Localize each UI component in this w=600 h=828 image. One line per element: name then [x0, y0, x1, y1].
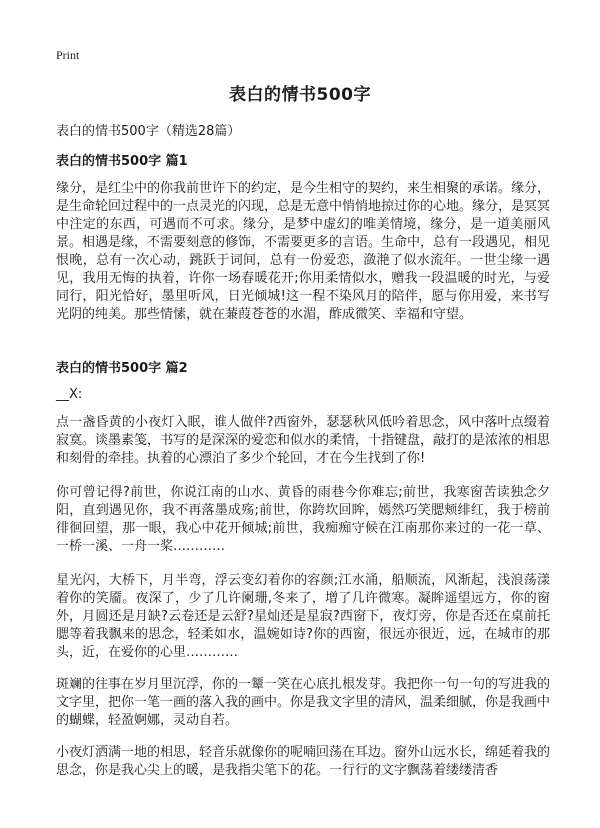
section-2-paragraph-5: 小夜灯洒满一地的相思，轻音乐就像你的呢喃回荡在耳边。窗外山远水长，绵延着我的思念，你是我心尖上的暖，是我指尖笔下的花。一行行的文字飘荡着缕缕清香: [56, 745, 551, 778]
document-subtitle: 表白的情书500字（精选28篇）: [56, 124, 241, 139]
section-2-paragraph-2: 你可曾记得?前世，你说江南的山水、黄昏的雨巷今你难忘;前世，我寒窗苦读独念夕阳，直到遇见你，我不再落墨成殇;前世，你跨坎回眸，嫣然巧笑腮颊绯红，我于榜前徘徊回望，那一眼，我心中花开倾城;前世，我痴痴守候在江南那你来过的一花一草、一桥一溪、一舟一桨…………: [56, 485, 550, 554]
section-2-paragraph-3: 星光闪，大桥下，月半弯，浮云变幻着你的容颜;江水涌，船顺流，风渐起，浅浪荡漾着你的笑靥。夜深了，少了几许阑珊,冬来了，增了几许微寒。凝眸遥望远方，你的窗外，月圆还是月缺?云卷还是云舒?星灿还是星寂?西窗下，夜灯旁，你是否还在桌前托腮等着我飘来的思念，轻柔如水，温婉如诗?你的西窗，很远亦很近，远，在城市的那头，近，在爱你的心里…………: [56, 573, 550, 660]
section-2-paragraph-4: 斑斓的往事在岁月里沉浮，你的一颦一笑在心底扎根发芽。我把你一句一句的写进我的文字里，把你一笔一画的落入我的画中。你是我文字里的清风，温柔细腻，你是我画中的蝴蝶，轻盈婀娜，灵动自若。: [56, 677, 551, 728]
section-1-paragraph-1: 缘分，是红尘中的你我前世许下的约定，是今生相守的契约，来生相聚的承诺。缘分，是生命轮回过程中的一点灵光的闪现，总是无意中悄悄地掠过你的心地。缘分，是冥冥中注定的东西，可遇而不可求。缘分，是梦中虚幻的唯美情境，缘分，是一道美丽风景。相遇是缘，不需要刻意的修饰，不需要更多的言语。生命中，总有一段遇见，相见恨晚，总有一次心动，跳跃于词间，总有一份爱恋，潋滟了似水流年。一世尘缘一遇见，我用无悔的执着，许你一场春暖花开;你用柔情似水，赠我一段温暖的时光，与爱同行，阳光恰好，墨里听风，日光倾城!这一程不染风月的陪伴，愿与你用爱，来书写光阴的纯美。那些情愫，就在蒹葭苍苍的水湄，酢成微笑、幸福和守望。: [56, 181, 551, 322]
section-heading-1: 表白的情书500字 篇1: [56, 154, 188, 169]
page-title: 表白的情书500字: [229, 85, 371, 105]
section-heading-2: 表白的情书500字 篇2: [56, 361, 188, 376]
section-2-paragraph-1: 点一盏昏黄的小夜灯入眠，谁人做伴?西窗外，瑟瑟秋风低吟着思念，风中落叶点缀着寂寞。谈墨素笺，书写的是深深的爱恋和似水的柔情，十指键盘，敲打的是浓浓的相思和刻骨的牵挂。执着的心漂泊了多少个轮回，才在今生找到了你!: [56, 415, 551, 466]
salutation-line: __X:: [56, 387, 83, 402]
print-link[interactable]: Print: [56, 48, 80, 62]
